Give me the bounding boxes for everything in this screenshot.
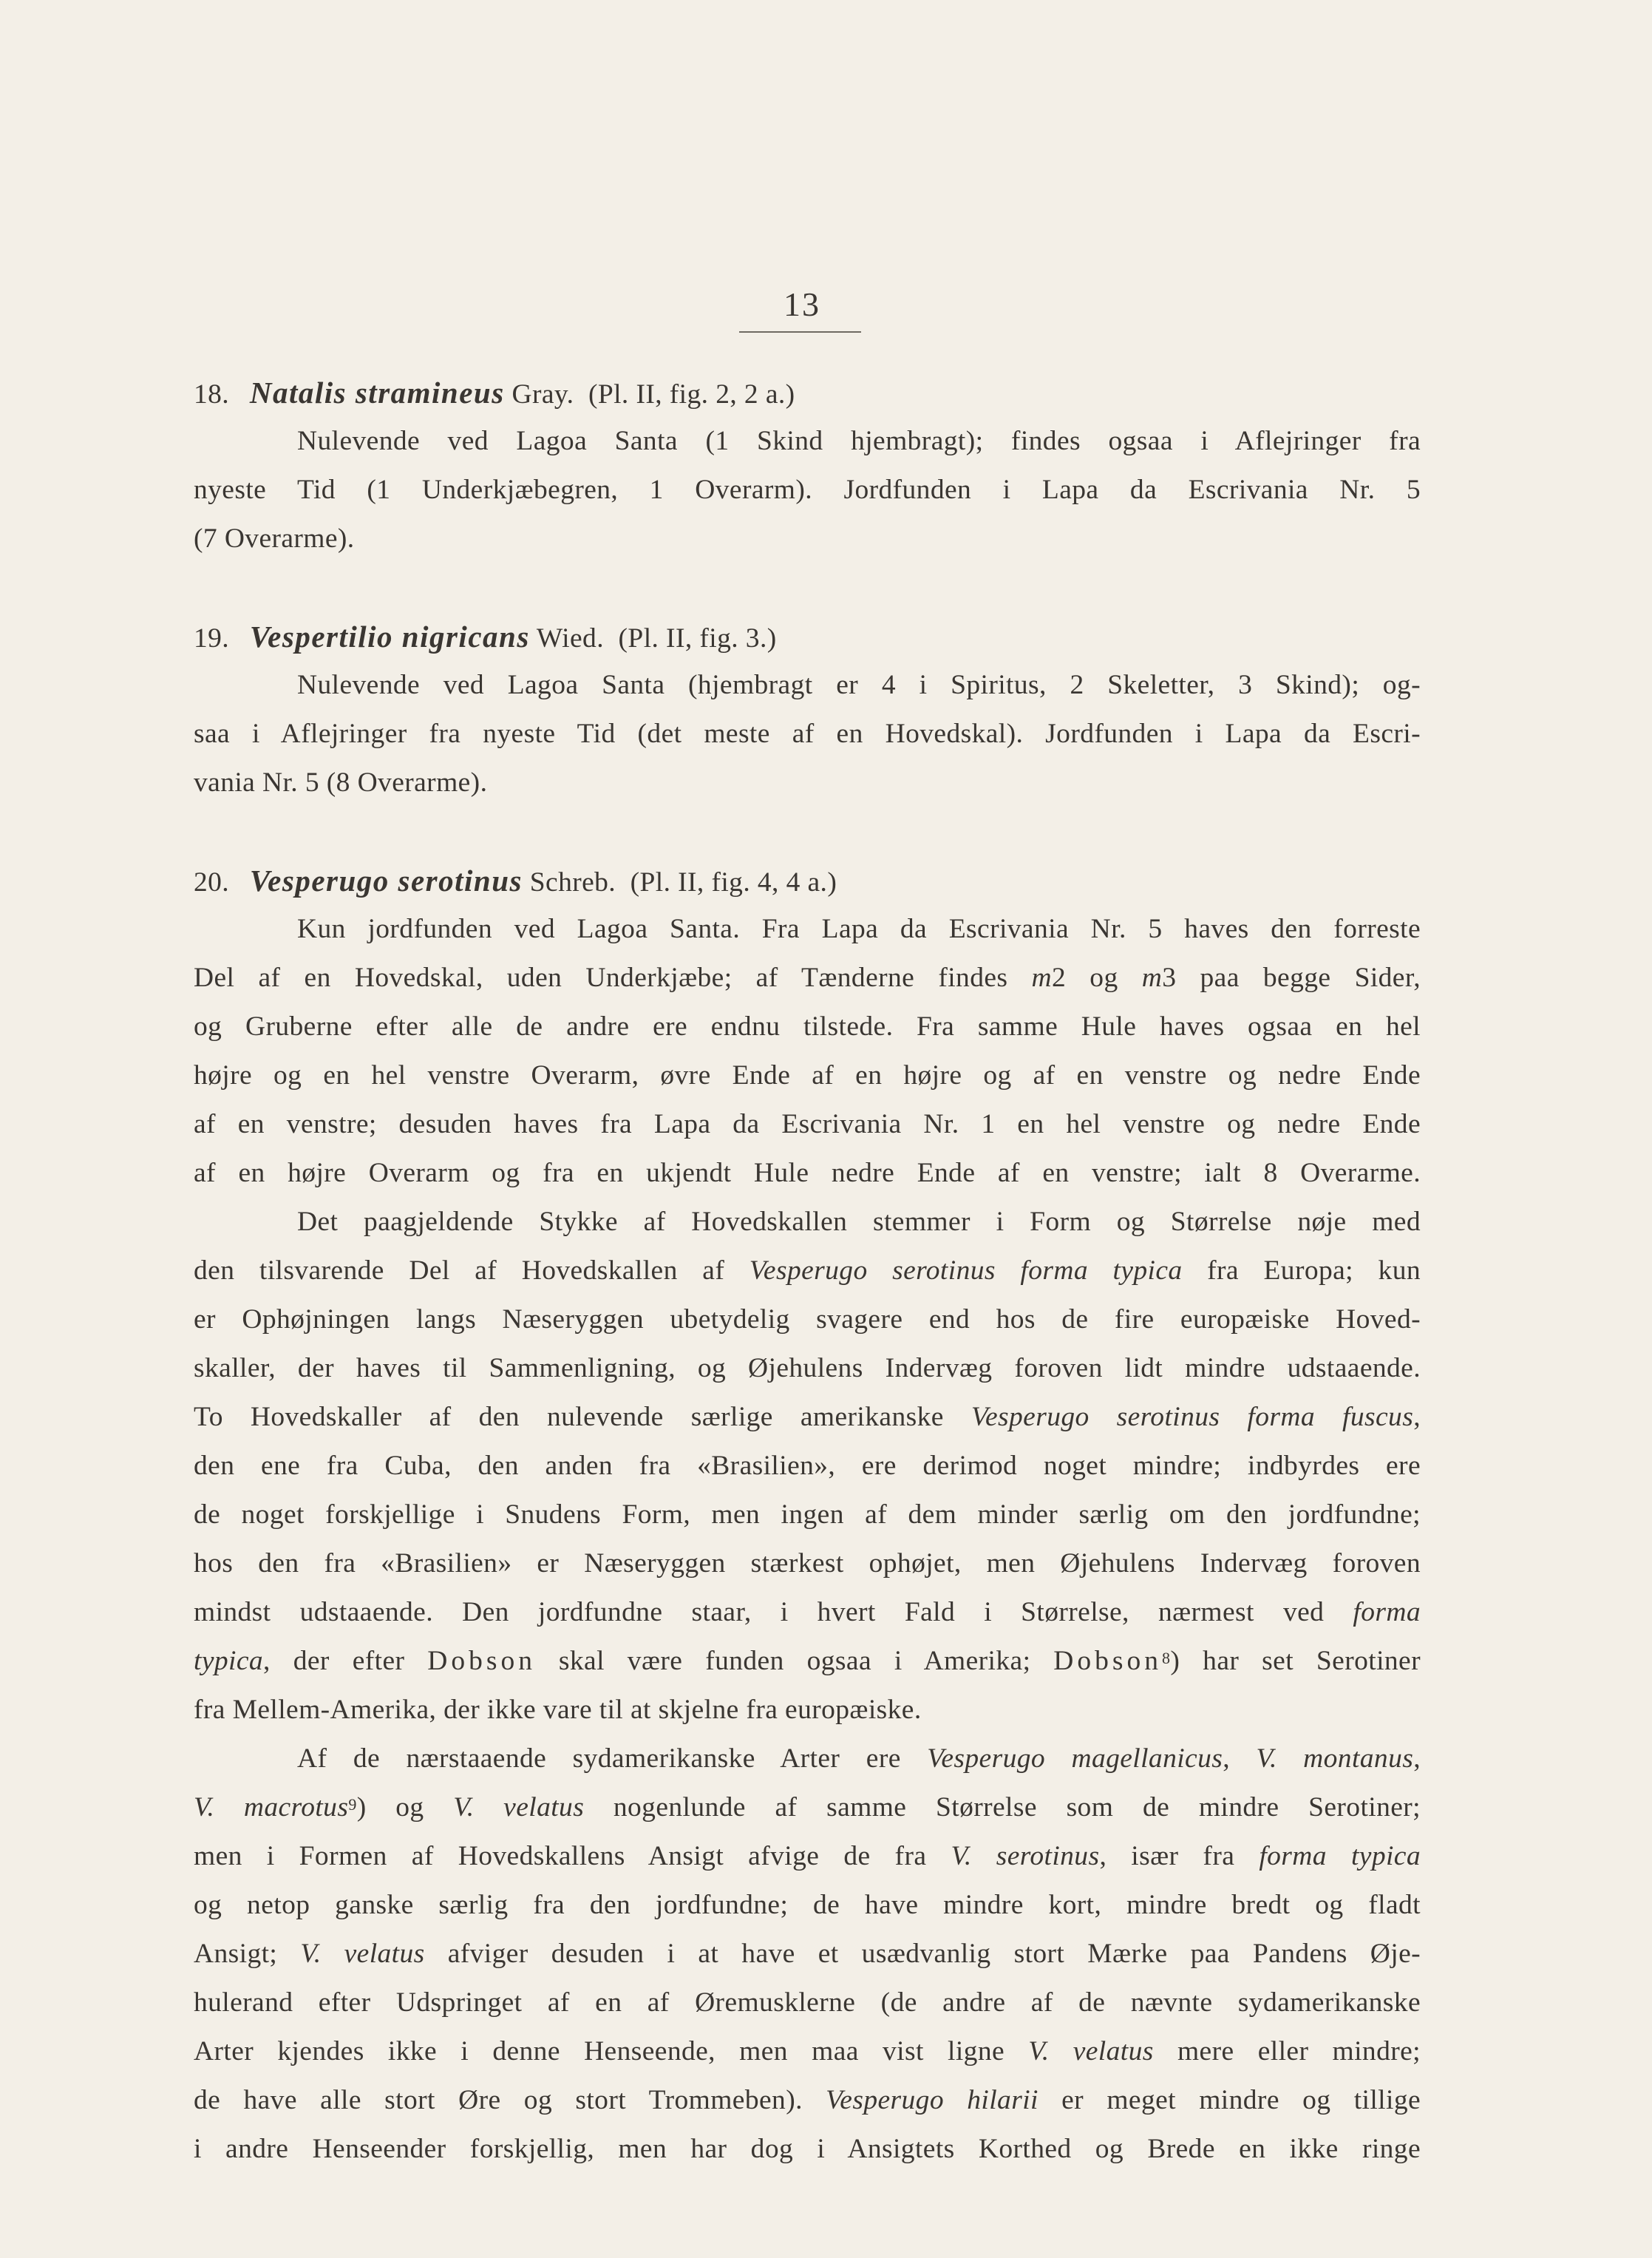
text-line: nyeste Tid (1 Underkjæbegren, 1 Overarm). Jordfunden i Lapa da Escrivania Nr. 5	[194, 475, 1421, 505]
text-line: Ansigt; V. velatus afviger desuden i at have et usædvanlig stort Mærke paa Pandens Øje-	[194, 1939, 1421, 1969]
entry-heading	[194, 612, 1421, 661]
species-author: Schreb.	[529, 867, 616, 898]
text-line: skaller, der haves til Sammenligning, og Øjehulens Indervæg foroven lidt mindre udstaaende.	[194, 1353, 1421, 1383]
entry-heading	[194, 368, 1421, 417]
text-line: og Gruberne efter alle de andre ere endnu tilstede. Fra samme Hule haves ogsaa en hel	[194, 1011, 1421, 1042]
text-line: Arter kjendes ikke i denne Henseende, men maa vist ligne V. velatus mere eller mindre;	[194, 2036, 1421, 2067]
text-line: V. macrotus$^9$) og V. velatus nogenlunde af samme Størrelse som de mindre Serotiner;	[194, 1792, 1421, 1823]
text-line: vania Nr. 5 (8 Overarme).	[194, 767, 488, 798]
text-line: Af de nærstaaende sydamerikanske Arter ere Vesperugo magellanicus, V. montanus,	[297, 1743, 1421, 1774]
species-name: Vesperugo serotinus	[249, 864, 523, 898]
text-line: den tilsvarende Del af Hovedskallen af Vesperugo serotinus forma typica fra Europa; kun	[194, 1255, 1421, 1286]
text-line: hos den fra «Brasilien» er Næseryggen stærkest ophøjet, men Øjehulens Indervæg foroven	[194, 1548, 1421, 1579]
entry-number: 19.	[194, 623, 230, 654]
text-line: og netop ganske særlig fra den jordfundne; de have mindre kort, mindre bredt og fladt	[194, 1890, 1421, 1920]
text-line: Nulevende ved Lagoa Santa (1 Skind hjembragt); findes ogsaa i Aflejringer fra	[297, 426, 1421, 456]
text-line: i andre Henseender forskjellig, men har dog i Ansigtets Korthed og Brede en ikke ringe	[194, 2134, 1421, 2164]
text-line: Det paagjeldende Stykke af Hovedskallen stemmer i Form og Størrelse nøje med	[297, 1207, 1421, 1237]
text-line: saa i Aflejringer fra nyeste Tid (det meste af en Hovedskal). Jordfunden i Lapa da Escri-	[194, 719, 1421, 749]
species-name: Vespertilio nigricans	[249, 620, 530, 654]
plate-reference: (Pl. II, fig. 4, 4 a.)	[630, 867, 837, 898]
text-line: hulerand efter Udspringet af en af Øremusklerne (de andre af de nævnte sydamerikanske	[194, 1987, 1421, 2018]
species-author: Gray.	[511, 379, 574, 410]
text-line: de have alle stort Øre og stort Trommeben). Vesperugo hilarii er meget mindre og tillige	[194, 2085, 1421, 2115]
species-author: Wied.	[536, 623, 604, 654]
entry-number: 18.	[194, 379, 230, 410]
header-rule	[739, 331, 861, 333]
text-line: højre og en hel venstre Overarm, øvre Ende af en højre og af en venstre og nedre Ende	[194, 1060, 1421, 1091]
plate-reference: (Pl. II, fig. 3.)	[618, 623, 777, 654]
text-line: mindst udstaaende. Den jordfundne staar, i hvert Fald i Størrelse, nærmest ved forma	[194, 1597, 1421, 1627]
text-line: typica, der efter Dobson skal være funden ogsaa i Amerika; Dobson$^8$) har set Serotiner	[194, 1646, 1421, 1676]
entry-number: 20.	[194, 867, 230, 898]
text-line: er Ophøjningen langs Næseryggen ubetydelig svagere end hos de fire europæiske Hoved-	[194, 1304, 1421, 1335]
page-body	[194, 368, 1421, 2174]
plate-reference: (Pl. II, fig. 2, 2 a.)	[588, 379, 795, 410]
text-line: fra Mellem-Amerika, der ikke vare til at skjelne fra europæiske.	[194, 1695, 922, 1725]
text-line: To Hovedskaller af den nulevende særlige amerikanske Vesperugo serotinus forma fuscus,	[194, 1402, 1421, 1432]
text-line: den ene fra Cuba, den anden fra «Brasilien», ere derimod noget mindre; indbyrdes ere	[194, 1451, 1421, 1481]
text-line: af en venstre; desuden haves fra Lapa da Escrivania Nr. 1 en hel venstre og nedre Ende	[194, 1109, 1421, 1139]
text-line: Kun jordfunden ved Lagoa Santa. Fra Lapa da Escrivania Nr. 5 haves den forreste	[297, 914, 1421, 944]
text-line: (7 Overarme).	[194, 523, 355, 554]
text-line: de noget forskjellige i Snudens Form, men ingen af dem minder særlig om den jordfundne;	[194, 1499, 1421, 1530]
page-number: 13	[783, 285, 820, 323]
text-line: af en højre Overarm og fra en ukjendt Hule nedre Ende af en venstre; ialt 8 Overarme.	[194, 1158, 1421, 1188]
text-line: Del af en Hovedskal, uden Underkjæbe; af Tænderne findes m2 og m3 paa begge Sider,	[194, 963, 1421, 993]
text-line: Nulevende ved Lagoa Santa (hjembragt er 4 i Spiritus, 2 Skeletter, 3 Skind); og-	[297, 670, 1421, 700]
species-name: Natalis stramineus	[249, 376, 505, 410]
entry-heading	[194, 856, 1421, 905]
text-line: men i Formen af Hovedskallens Ansigt afvige de fra V. serotinus, især fra forma typica	[194, 1841, 1421, 1871]
